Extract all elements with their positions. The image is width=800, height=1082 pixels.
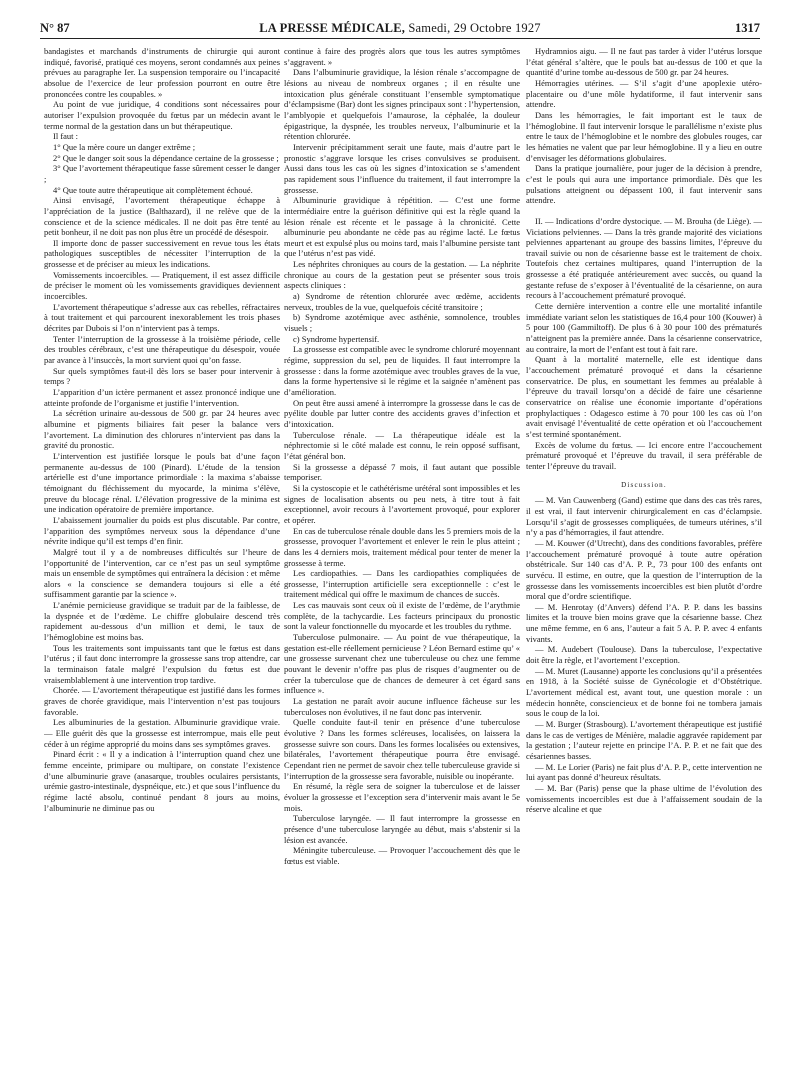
paragraph: Les albuminuries de la gestation. Albuminurie gravidique vraie. — Elle guérit dès que la grossesse est interrompue, mais elle peut céder à un régime approprié du moins dans ses symptômes graves.: [44, 717, 280, 749]
paragraph: La gestation ne paraît avoir aucune influence fâcheuse sur les tuberculoses non évolutives, il ne faut donc pas intervenir.: [284, 696, 520, 717]
page-header: [40, 20, 760, 39]
paragraph: 2° Que le danger soit sous la dépendance certaine de la grossesse ;: [53, 152, 279, 163]
paragraph: Il importe donc de passer successivement en revue tous les états pathologiques susceptibles de nécessiter l’interruption de la grossesse et de préciser au mieux les indications.: [44, 237, 280, 270]
paragraph: On peut être aussi amené à interrompre la grossesse dans le cas de pyélite double par lutter contre des accidents graves d’infection et d’intoxication.: [284, 397, 520, 429]
paragraph: Sur quels symptômes faut-il dès lors se baser pour intervenir à temps ?: [44, 365, 280, 387]
paragraph: Dans les hémorragies, le fait important est le taux de l’hémoglobine. Il faut intervenir lorsque le parallélisme n’existe plus entre le taux de l’hémoglobine et le nombre des globules rouges, car les hématies ne valent que par leur hémoglobine. Il y a lieu en outre d’envisager les déformations globulaires.: [526, 109, 762, 163]
paragraph: Si la cystoscopie et le cathétérisme urétéral sont impossibles et les signes de localisation absents ou peu nets, à titre tout à fait exceptionnel, avoir recours à l’avortement provoqué, pour explorer et opérer.: [284, 482, 520, 525]
paragraph: c) Syndrome hypertensif.: [293, 333, 380, 344]
paragraph: Quelle conduite faut-il tenir en présence d’une tuberculose évolutive ? Dans les formes scléreuses, localisées, on laissera la grossesse suivre son cours. Dans les formes localisées ou extensives, bilatérales, l’avortement thérapeutique pourra être envisagé. Cependant rien ne permet de savoir chez telle tuberculeuse gravide si l’interruption de la grossesse sera favorable, nuisible ou inopérante.: [284, 717, 520, 781]
paragraph: L’apparition d’un ictère permanent et assez prononcé indique une atteinte profonde de l’organisme et justifie l’intervention.: [44, 387, 280, 408]
paragraph: — M. Kouwer (d’Utrecht), dans des conditions favorables, préfère l’accouchement prématuré provoqué à toute autre opération obstétricale. Sur 140 cas d’A. P. P., 73 pour 100 des enfants ont survécu. Il estime, en outre, que la question de l’interruption de la grossesse dans les vomissements incoercibles est bien plutôt d’ordre moral que d’ordre scientifique.: [526, 537, 762, 602]
journal-title: LA PRESSE MÉDICALE,: [259, 21, 406, 35]
paragraph: L’avortement thérapeutique s’adresse aux cas rebelles, réfractaires à tout traitement et qui parcourent inexorablement les trois phases décrites par Dubois si l’on n’intervient pas à temps.: [44, 301, 280, 334]
paragraph: Tous les traitements sont impuissants tant que le fœtus est dans l’utérus ; il faut donc interrompre la grossesse sans trop attendre, car la terminaison fatale malgré l’expulsion du fœtus est due vraisemblablement à une intervention trop tardive.: [44, 642, 280, 685]
paragraph: Ainsi envisagé, l’avortement thérapeutique échappe à l’appréciation de la justice (Balthazard), il ne relève que de la conscience et de la science médicales. Il ne doit pas être tenté au petit bonheur, il ne doit pas non plus être un procédé de désespoir.: [44, 195, 280, 238]
paragraph: II. — Indications d’ordre dystocique. — M. Brouha (de Liège). — Viciations pelviennes. — Dans la très grande majorité des viciations pelviennes appartenant au groupe des bassins limites, l’épreuve du travail suivie ou non de césarienne basse est le traitement de choix. Toutefois chez certaines multipares, quand l’interruption de la grossesse a été pratiquée antérieurement avec succès, ou quand la gestante refuse de s’exposer à l’éventualité de la césarienne, on aura recours à l’accouchement prématuré provoqué.: [526, 215, 762, 301]
paragraph: Les néphrites chroniques au cours de la gestation. — La néphrite chronique au cours de la gestation peut se présenter sous trois aspects cliniques :: [284, 259, 520, 291]
column-middle: [284, 46, 520, 1070]
paragraph: Chorée. — L’avortement thérapeutique est justifié dans les formes graves de chorée gravidique, mais l’intervention n’est pas toujours favorable.: [44, 685, 280, 717]
paragraph: Hémorragies utérines. — S’il s’agit d’une apoplexie utéro-placentaire ou d’une môle hydatiforme, il faut intervenir sans attendre.: [526, 77, 762, 110]
paragraph: 3° Que l’avortement thérapeutique fasse sûrement cesser le danger ;: [44, 163, 280, 184]
journal-title-line: [40, 20, 760, 36]
paragraph: Intervenir précipitamment serait une faute, mais d’autre part le pronostic s’aggrave lorsque les crises convulsives se produisent. Aussi dans tous les cas où les signes d’intoxication se s’amendent pas rapidement sous l’influence du traitement, il faut interrompre la grossesse.: [284, 141, 520, 195]
paragraph: — M. Audebert (Toulouse). Dans la tuberculose, l’expectative doit être la règle, et l’avortement l’exception.: [526, 644, 762, 666]
paragraph: En cas de tuberculose rénale double dans les 5 premiers mois de la grossesse, provoquer l’avortement et enlever le rein le plus atteint ; dans les 4 derniers mois, traitement médical pour tenter de mener la grossesse à terme.: [284, 525, 520, 568]
issue-number: N° 87: [40, 21, 70, 35]
paragraph: Cette dernière intervention a contre elle une mortalité infantile immédiate variant selon les statistiques de 16,4 pour 100 (Kouwer) à 5 pour 100 (Gammiltoff). De plus 6 à 30 pour 100 des prématurés n’atteignent pas la première année. Dans la césarienne conservatrice, au contraire, la mort de l’enfant est tout à fait rare.: [526, 301, 762, 354]
paragraph: Tenter l’interruption de la grossesse à la troisième période, celle des troubles cérébraux, c’est une thérapeutique du désespoir, vouée par avance à l’insuccès, la mort survient quoi qu’on fasse.: [44, 333, 280, 366]
paragraph: Vomissements incoercibles. — Pratiquement, il est assez difficile de préciser le moment où les vomissements gravidiques deviennent incoercibles.: [44, 269, 280, 302]
section-heading: Discussion.: [621, 480, 667, 489]
paragraph: La sécrétion urinaire au-dessous de 500 gr. par 24 heures avec albumine et pigments biliaires fait peser la balance vers l’avortement. La diminution des chlorures n’intervient pas dans la gravité du pronostic.: [44, 408, 280, 451]
paragraph: Quant à la mortalité maternelle, elle est identique dans l’accouchement prématuré provoqué et dans la césarienne conservatrice. De plus, en soumettant les femmes au préalable à l’épreuve du travail lorsqu’on a décidé de faire une césarienne conservatrice on réalise une économie importante d’opérations prophylactiques : Odagesco estime à 70 pour 100 les cas où l’on avait envisagé l’éventualité de cette opération et où l’accouchement s’est terminé spontanément.: [526, 354, 762, 439]
paragraph: Si la grossesse a dépassé 7 mois, il faut autant que possible temporiser.: [284, 461, 520, 483]
paragraph: Méningite tuberculeuse. — Provoquer l’accouchement dès que le fœtus est viable.: [284, 845, 520, 866]
paragraph: Excès de volume du fœtus. — Ici encore entre l’accouchement prématuré provoqué et l’épreuve du travail, il sera préférable de tenter l’épreuve du travail.: [526, 439, 762, 471]
paragraph: continue à faire des progrès alors que tous les autres symptômes s’aggravent. »: [284, 46, 520, 67]
paragraph: — M. Henrotay (d’Anvers) défend l’A. P. P. dans les bassins limites et la trouve bien moins grave que la césarienne basse. Chez une même femme, en 6 ans, l’auteur a fait 5 A. P. P. avec 4 enfants vivants.: [526, 601, 762, 644]
paragraph: 1° Que la mère coure un danger extrême ;: [53, 141, 196, 152]
paragraph: a) Syndrome de rétention chlorurée avec œdème, accidents nerveux, troubles de la vue, quelquefois cécité transitoire ;: [284, 291, 520, 312]
page-number: 1317: [735, 21, 760, 35]
paragraph: — M. Le Lorier (Paris) ne fait plus d’A. P. P., cette intervention ne lui ayant pas donné d’heureux résultats.: [526, 761, 762, 783]
paragraph: Hydramnios aigu. — Il ne faut pas tarder à vider l’utérus lorsque l’état général s’altère, que le pouls bat au-dessus de 100 et que la quantité d’urine tombe au-dessous de 500 gr. par 24 heures.: [526, 46, 762, 78]
paragraph: En résumé, la règle sera de soigner la tuberculose et de laisser évoluer la grossesse et l’exception sera d’intervenir mais avant le 5e mois.: [284, 781, 520, 813]
paragraph: L’intervention est justifiée lorsque le pouls bat d’une façon permanente au-dessus de 100 (Pinard). L’étude de la tension artérielle est d’une importance primordiale : la maxima s’abaisse témoignant du fléchissement du myocarde, la minima s’élève, preuve du blocage rénal. L’élévation progressive de la minima est une indication opératoire de première importance.: [44, 450, 280, 515]
paragraph: Tuberculose pulmonaire. — Au point de vue thérapeutique, la gestation est-elle réellement pernicieuse ? Léon Bernard estime qu’ « une grossesse survenant chez une tuberculeuse ou chez une femme pouvant le devenir n’offre pas plus de risques d’augmenter ou de créer la tuberculose que de chances de demeurer à cet égard sans influence ».: [284, 632, 520, 696]
paragraph: La grossesse est compatible avec le syndrome chloruré moyennant régime, suppression du sel, peu de liquides. Il faut interrompre la grossesse : dans la forme azotémique avec troubles graves de la vue, dans la forme hypertensive si le régime et la saignée n’amènent pas d’amélioration.: [284, 344, 520, 397]
paragraph: Dans l’albuminurie gravidique, la lésion rénale s’accompagne de lésions au niveau de nombreux organes ; il en résulte une intoxication plus générale constituant l’ensemble symptomatique d’éclampsisme (Bar) dont les signes principaux sont : l’hypertension, l’amblyopie et quelquefois l’amaurose, la céphalée, la douleur épigastrique, la dyspnée, les troubles nerveux, l’albuminurie et la rétention chlorurée.: [284, 67, 520, 142]
paragraph: 4° Que toute autre thérapeutique ait complètement échoué.: [53, 184, 253, 195]
paragraph: b) Syndrome azotémique avec asthénie, somnolence, troubles visuels ;: [284, 312, 520, 334]
column-right: [526, 46, 762, 1070]
paragraph: Les cas mauvais sont ceux où il existe de l’œdème, de l’arythmie complète, de la tachycardie. Les facteurs principaux du pronostic sont la valeur fonctionnelle du myocarde et les troubles du rythme.: [284, 600, 520, 632]
paragraph: L’abaissement journalier du poids est plus discutable. Par contre, l’apparition des symptômes nerveux sous la dépendance d’une névrite indique qu’il est temps d’en finir.: [44, 514, 280, 547]
paragraph: — M. Muret (Lausanne) apporte les conclusions qu’il a présentées en 1918, à la Société suisse de Gynécologie et d’Obstétrique. L’avortement médical est, avant tout, une question morale : un médecin honnête, consciencieux et de bonne foi ne tombera jamais sous le coup de la loi.: [526, 665, 762, 719]
paragraph: Au point de vue juridique, 4 conditions sont nécessaires pour autoriser l’expulsion provoquée du fœtus par un médecin avant le terme normal de la gestation dans un but thérapeutique.: [44, 99, 280, 131]
paragraph: Il faut :: [53, 131, 79, 142]
paragraph: bandagistes et marchands d’instruments de chirurgie qui auront indiqué, favorisé, pratiqué ces moyens, seront condamnés aux peines prévues au paragraphe Ier. La suspension temporaire ou l’incapacité absolue de l’exercice de leur profession pourront en outre être prononcées contre les coupables. »: [44, 46, 280, 99]
paragraph: Albuminurie gravidique à répétition. — C’est une forme intermédiaire entre la guérison définitive qui est la règle quand la lésion rénale est récente et le passage à la chronicité. Cette albuminurie peu abondante ne cède pas au régime lacté. Le fœtus meurt et est expulsé plus ou moins tard, mais l’albumine persiste tant que l’utérus n’est pas vidé.: [284, 195, 520, 259]
paragraph: Malgré tout il y a de nombreuses difficultés sur l’heure de l’opportunité de l’intervention, car ce n’est pas un seul symptôme mais un ensemble de symptômes qui entraînera la décision : et même alors « la conscience se demandera toujours si elle a été suffisamment garantie par la science ».: [44, 546, 280, 600]
issue-date: Samedi, 29 Octobre 1927: [408, 21, 541, 35]
paragraph: Tuberculose laryngée. — Il faut interrompre la grossesse en présence d’une tuberculose laryngée au début, mais s’abstenir si la lésion est avancée.: [284, 813, 520, 845]
paragraph: — M. Van Cauwenberg (Gand) estime que dans des cas très rares, il est vrai, il faut intervenir chirurgicalement en cas d’éclampsie. Lorsqu’il s’agit de grossesses compliquées, de tumeurs utérines, s’il n’y a pas d’hémorragies, il faut attendre.: [526, 495, 762, 538]
paragraph: Tuberculose rénale. — La thérapeutique idéale est la néphrectomie si le côté malade est connu, le rein opposé suffisant, l’état général bon.: [284, 429, 520, 461]
paragraph: Pinard écrit : « Il y a indication à l’interruption quand chez une femme enceinte, primipare ou multipare, on constate l’existence d’une albuminurie grave (anasarque, troubles oculaires persistants, urémie gastro-intestinale, dyspnéique, etc.) et que sous l’influence du régime lacté absolu, continué pendant 8 jours au moins, l’albuminurie ne diminue pas ou: [44, 749, 280, 813]
paragraph: L’anémie pernicieuse gravidique se traduit par de la faiblesse, de la dyspnée et de l’œdème. Le chiffre globulaire descend très rapidement au-dessous d’un million et demi, le taux de l’hémoglobine est moins bas.: [44, 600, 280, 643]
paragraph: Les cardiopathies. — Dans les cardiopathies compliquées de grossesse, l’interruption artificielle sera exceptionnelle : c’est le traitement médical qui offre le maximum de chances de succès.: [284, 568, 520, 600]
paragraph: — M. Bar (Paris) pense que la phase ultime de l’évolution des vomissements incoercibles est due à l’affaissement soudain de la réserve alcaline et que: [526, 782, 762, 815]
paragraph: — M. Burger (Strasbourg). L’avortement thérapeutique est justifié dans le cas de vertiges de Ménière, maladie aggravée rapidement par la gestation ; l’auteur rejette en principe l’A. P. P. et ne fait que des césariennes basses.: [526, 719, 762, 761]
paragraph: Dans la pratique journalière, pour juger de la décision à prendre, c’est le pouls qui aura une importance primordiale. Dès que les pulsations atteignent ou dépassent 100, il faut intervenir sans attendre.: [526, 163, 762, 206]
column-left: [44, 46, 280, 1070]
